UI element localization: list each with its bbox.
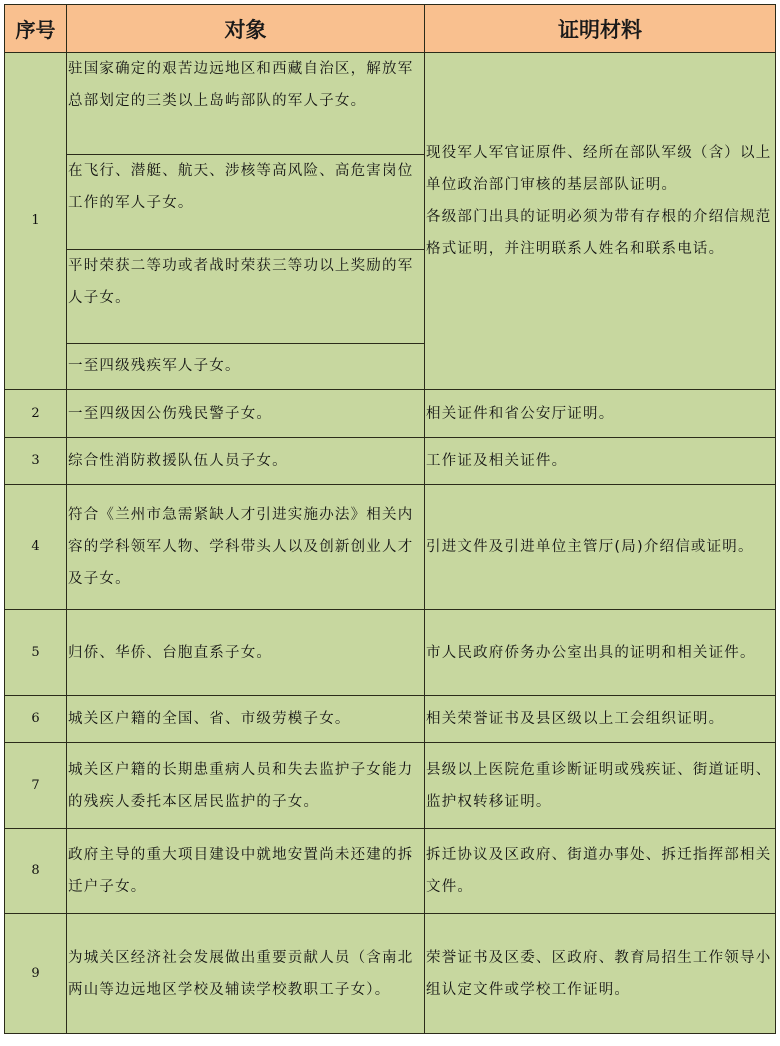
- sub-target: 一至四级残疾军人子女。: [68, 358, 241, 375]
- sub-target: 驻国家确定的艰苦边远地区和西藏自治区，解放军总部划定的三类以上岛屿部队的军人子女。: [68, 61, 414, 109]
- target-cell: [67, 438, 425, 485]
- row-number: 1: [5, 53, 67, 390]
- proof-cell: [425, 390, 776, 438]
- proof-text: 市人民政府侨务办公室出具的证明和相关证件。: [426, 644, 756, 661]
- target-cell: [67, 914, 425, 1034]
- table-row-3: [5, 438, 776, 485]
- proof-cell: [425, 485, 776, 610]
- target-text: 综合性消防救援队伍人员子女。: [68, 453, 288, 469]
- table-row-2: [5, 390, 776, 438]
- proof-text: 引进文件及引进单位主管厅(局)介绍信或证明。: [426, 539, 754, 555]
- target-text: 符合《兰州市急需紧缺人才引进实施办法》相关内容的学科领军人物、学科带头人以及创新创业人才及子女。: [68, 507, 414, 587]
- row-number: 5: [5, 610, 67, 696]
- row-number: 6: [5, 696, 67, 743]
- row-number: 8: [5, 829, 67, 914]
- target-text: 城关区户籍的全国、省、市级劳模子女。: [68, 711, 351, 727]
- sub-target-list: [67, 53, 424, 389]
- eligibility-table: [4, 4, 776, 1034]
- target-cell: [67, 485, 425, 610]
- header-proof: 证明材料: [425, 5, 776, 53]
- target-cell: [67, 829, 425, 914]
- table-row-1: [5, 53, 776, 390]
- proof-cell: [425, 743, 776, 829]
- target-text: 一至四级因公伤残民警子女。: [68, 405, 273, 422]
- target-cell: [67, 53, 425, 390]
- target-text: 政府主导的重大项目建设中就地安置尚未还建的拆迁户子女。: [68, 847, 414, 895]
- row-number: 7: [5, 743, 67, 829]
- header-row: [5, 5, 776, 53]
- table-row-8: [5, 829, 776, 914]
- proof-cell: [425, 914, 776, 1034]
- proof-text: 相关荣誉证书及县区级以上工会组织证明。: [426, 711, 725, 727]
- proof-cell: [425, 610, 776, 696]
- proof-cell: [425, 53, 776, 390]
- table-row-5: [5, 610, 776, 696]
- proof-cell: [425, 829, 776, 914]
- proof-text: 工作证及相关证件。: [426, 453, 568, 469]
- sub-target: 在飞行、潜艇、航天、涉核等高风险、高危害岗位工作的军人子女。: [68, 162, 414, 211]
- target-cell: [67, 743, 425, 829]
- proof-text: 荣誉证书及区委、区政府、教育局招生工作领导小组认定文件或学校工作证明。: [426, 949, 772, 998]
- row-number: 9: [5, 914, 67, 1034]
- proof-cell: [425, 438, 776, 485]
- table-row-4: [5, 485, 776, 610]
- target-text: 城关区户籍的长期患重病人员和失去监护子女能力的残疾人委托本区居民监护的子女。: [68, 761, 414, 810]
- proof-text: 相关证件和省公安厅证明。: [426, 405, 615, 422]
- header-target: 对象: [67, 5, 425, 53]
- table-row-9: [5, 914, 776, 1034]
- proof-text: 现役军人军官证原件、经所在部队军级（含）以上单位政治部门审核的基层部队证明。: [426, 145, 772, 193]
- header-no: 序号: [5, 5, 67, 53]
- target-cell: [67, 610, 425, 696]
- target-cell: [67, 390, 425, 438]
- row-number: 2: [5, 390, 67, 438]
- table-row-6: [5, 696, 776, 743]
- table-row-7: [5, 743, 776, 829]
- target-text: 归侨、华侨、台胞直系子女。: [68, 644, 273, 661]
- row-number: 4: [5, 485, 67, 610]
- target-cell: [67, 696, 425, 743]
- proof-text: 拆迁协议及区政府、街道办事处、拆迁指挥部相关文件。: [426, 847, 772, 895]
- sub-target: 平时荣获二等功或者战时荣获三等功以上奖励的军人子女。: [68, 257, 414, 306]
- target-text: 为城关区经济社会发展做出重要贡献人员（含南北两山等边远地区学校及辅读学校教职工子女）。: [68, 949, 414, 998]
- proof-text: 各级部门出具的证明必须为带有存根的介绍信规范格式证明，并注明联系人姓名和联系电话。: [426, 209, 772, 257]
- proof-text: 县级以上医院危重诊断证明或残疾证、街道证明、监护权转移证明。: [426, 761, 772, 810]
- proof-cell: [425, 696, 776, 743]
- row-number: 3: [5, 438, 67, 485]
